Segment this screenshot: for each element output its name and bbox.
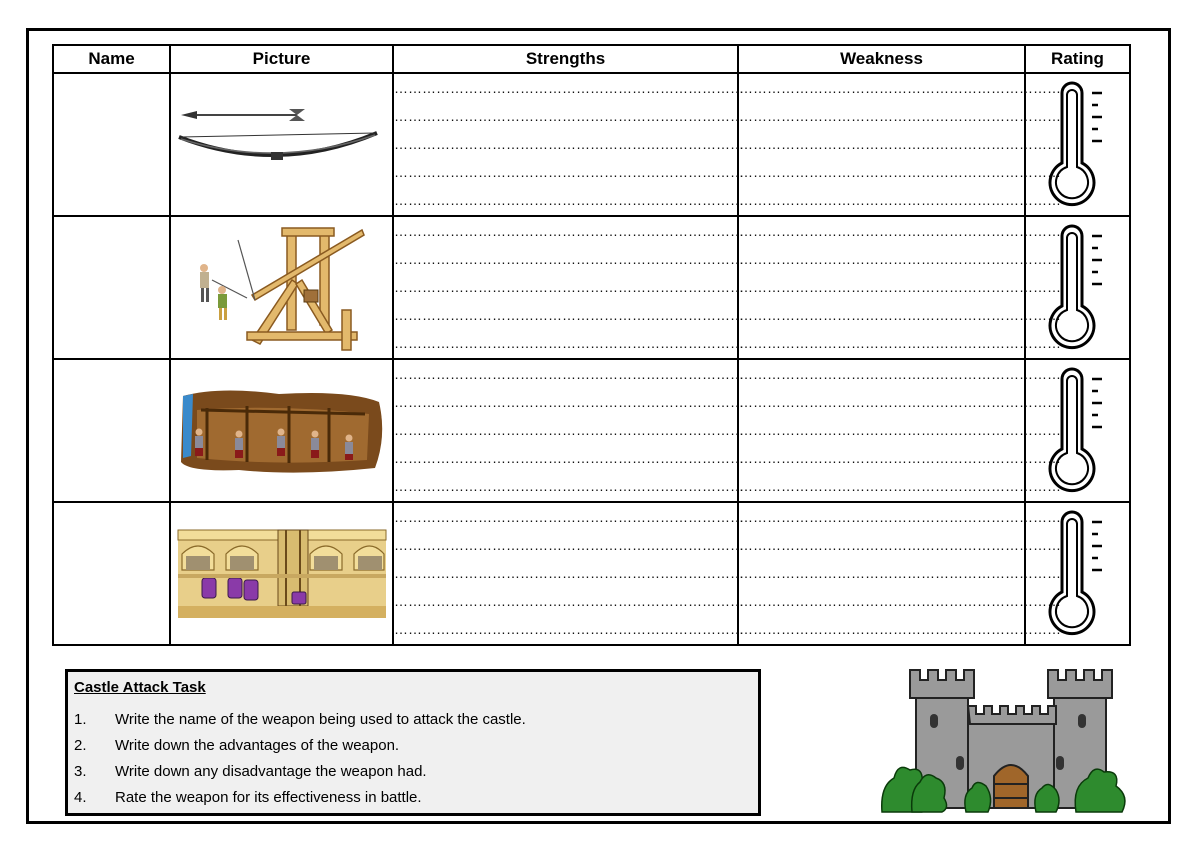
task-number: 3. <box>74 763 87 780</box>
bow-and-arrow-icon <box>177 105 387 185</box>
task-text: Write down any disadvantage the weapon had. <box>115 763 427 780</box>
weakness-line: …………………………………………………………… <box>739 307 1061 323</box>
strengths-line: ………………………………………………………………… <box>394 108 744 124</box>
strengths-line: ………………………………………………………………… <box>394 394 744 410</box>
strengths-line: ………………………………………………………………… <box>394 593 744 609</box>
strengths-line: ………………………………………………………………… <box>394 164 744 180</box>
weakness-line: …………………………………………………………… <box>739 251 1061 267</box>
weakness-line: …………………………………………………………… <box>739 565 1061 581</box>
weakness-cell[interactable] <box>738 216 1061 359</box>
weakness-cell[interactable] <box>738 359 1061 502</box>
task-item <box>74 734 750 760</box>
strengths-line: ………………………………………………………………… <box>394 80 744 96</box>
task-text: Write the name of the weapon being used to attack the castle. <box>115 711 526 728</box>
task-box <box>65 669 761 816</box>
strengths-line: ………………………………………………………………… <box>394 509 744 525</box>
weakness-line: …………………………………………………………… <box>739 80 1061 96</box>
weakness-cell[interactable] <box>738 502 1061 645</box>
task-text: Write down the advantages of the weapon. <box>115 737 400 754</box>
task-number: 1. <box>74 711 87 728</box>
weakness-cell[interactable] <box>738 73 1061 216</box>
name-cell[interactable] <box>53 73 170 216</box>
weakness-line: …………………………………………………………… <box>739 593 1061 609</box>
header-weakness: Weakness <box>738 45 1025 73</box>
table-row <box>53 359 1130 502</box>
weapon-table <box>52 44 1131 646</box>
strengths-cell[interactable] <box>393 502 744 645</box>
header-name: Name <box>53 45 170 73</box>
weakness-line: …………………………………………………………… <box>739 136 1061 152</box>
weakness-line: …………………………………………………………… <box>739 335 1061 351</box>
strengths-line: ………………………………………………………………… <box>394 450 744 466</box>
weakness-line: …………………………………………………………… <box>739 478 1061 494</box>
strengths-line: ………………………………………………………………… <box>394 422 744 438</box>
strengths-line: ………………………………………………………………… <box>394 307 744 323</box>
name-cell[interactable] <box>53 502 170 645</box>
trebuchet-icon <box>192 220 372 355</box>
table-row <box>53 216 1130 359</box>
weakness-line: …………………………………………………………… <box>739 108 1061 124</box>
mining-tunnel-icon <box>179 386 385 476</box>
strengths-cell[interactable] <box>393 359 744 502</box>
weakness-line: …………………………………………………………… <box>739 366 1061 382</box>
header-rating: Rating <box>1025 45 1130 73</box>
weakness-line: …………………………………………………………… <box>739 422 1061 438</box>
name-cell[interactable] <box>53 216 170 359</box>
table-row <box>53 502 1130 645</box>
header-strengths: Strengths <box>393 45 738 73</box>
strengths-line: ………………………………………………………………… <box>394 251 744 267</box>
table-row <box>53 73 1130 216</box>
strengths-cell[interactable] <box>393 216 744 359</box>
weakness-line: …………………………………………………………… <box>739 450 1061 466</box>
strengths-line: ………………………………………………………………… <box>394 537 744 553</box>
strengths-line: ………………………………………………………………… <box>394 335 744 351</box>
strengths-line: ………………………………………………………………… <box>394 366 744 382</box>
header-picture: Picture <box>170 45 393 73</box>
weakness-line: …………………………………………………………… <box>739 279 1061 295</box>
strengths-line: ………………………………………………………………… <box>394 136 744 152</box>
strengths-line: ………………………………………………………………… <box>394 192 744 208</box>
strengths-line: ………………………………………………………………… <box>394 565 744 581</box>
task-list <box>74 708 750 812</box>
picture-cell <box>170 73 393 216</box>
strengths-line: ………………………………………………………………… <box>394 223 744 239</box>
task-number: 4. <box>74 789 87 806</box>
task-item <box>74 760 750 786</box>
picture-cell <box>170 216 393 359</box>
castle-icon <box>876 666 1138 816</box>
weakness-line: …………………………………………………………… <box>739 192 1061 208</box>
weakness-line: …………………………………………………………… <box>739 621 1061 637</box>
strengths-line: ………………………………………………………………… <box>394 279 744 295</box>
strengths-cell[interactable] <box>393 73 744 216</box>
task-number: 2. <box>74 737 87 754</box>
picture-cell <box>170 359 393 502</box>
weakness-line: …………………………………………………………… <box>739 394 1061 410</box>
castle-dungeon-icon <box>178 530 386 618</box>
table-header-row <box>53 45 1130 73</box>
task-text: Rate the weapon for its effectiveness in battle. <box>115 789 422 806</box>
task-title: Castle Attack Task <box>74 679 206 696</box>
task-item <box>74 708 750 734</box>
strengths-line: ………………………………………………………………… <box>394 478 744 494</box>
weakness-line: …………………………………………………………… <box>739 223 1061 239</box>
strengths-line: ………………………………………………………………… <box>394 621 744 637</box>
name-cell[interactable] <box>53 359 170 502</box>
weakness-line: …………………………………………………………… <box>739 164 1061 180</box>
picture-cell <box>170 502 393 645</box>
task-item <box>74 786 750 812</box>
weakness-line: …………………………………………………………… <box>739 537 1061 553</box>
weakness-line: …………………………………………………………… <box>739 509 1061 525</box>
